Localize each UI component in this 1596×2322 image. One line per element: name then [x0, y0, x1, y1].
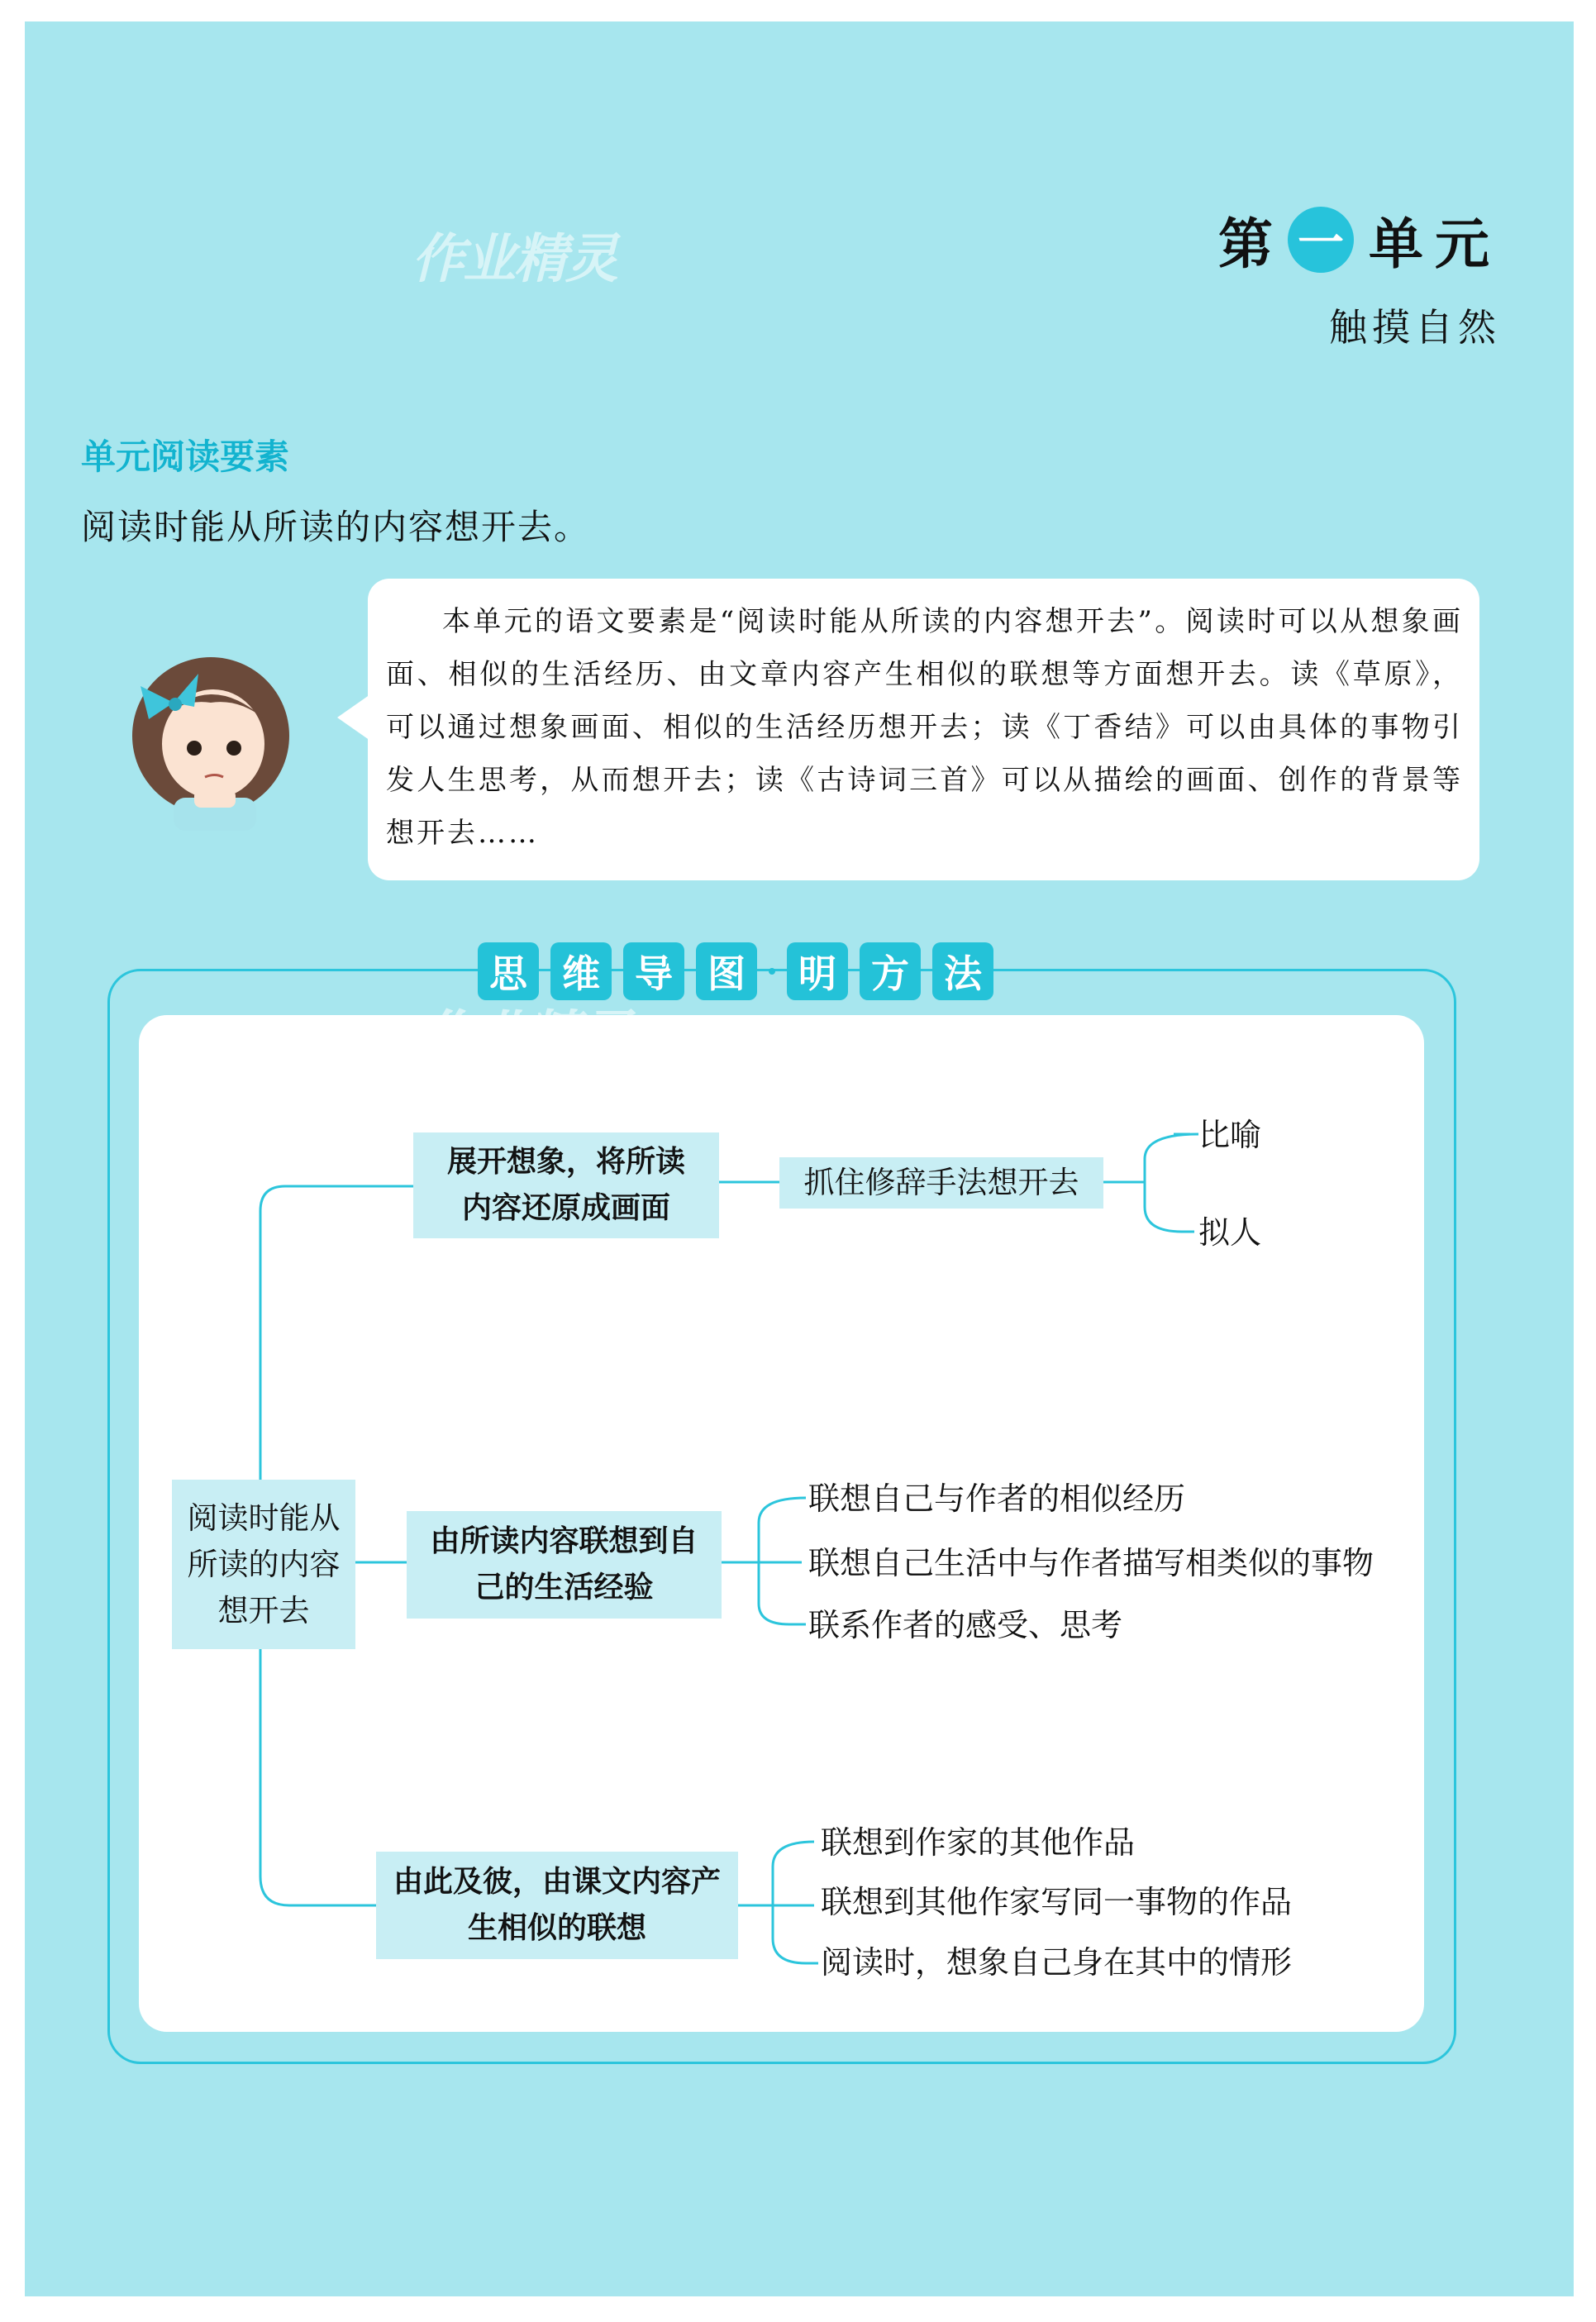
mindmap-header-char: 法	[932, 942, 993, 1000]
unit-prefix: 第	[1218, 212, 1273, 276]
mindmap-branch-node: 由所读内容联想到自己的生活经验	[407, 1511, 722, 1619]
mindmap-leaf: 拟人	[1198, 1214, 1262, 1251]
mindmap-header-char: 维	[550, 942, 612, 1000]
unit-suffix: 单元	[1369, 212, 1501, 276]
mindmap-leaf: 联想自己生活中与作者描写相类似的事物	[808, 1545, 1374, 1581]
mindmap-leaf: 联想到作家的其他作品	[821, 1824, 1136, 1861]
mindmap-leaf: 联系作者的感受、思考	[808, 1607, 1123, 1643]
mindmap-header-char: 明	[787, 942, 848, 1000]
watermark: 作业精灵	[412, 229, 617, 290]
mindmap-sub-node: 抓住修辞手法想开去	[779, 1157, 1103, 1209]
mindmap-leaf: 阅读时，想象自己身在其中的情形	[821, 1944, 1293, 1981]
mindmap-header-char: 导	[623, 942, 684, 1000]
mindmap-branch-node: 展开想象，将所读内容还原成画面	[413, 1132, 719, 1238]
mindmap-leaf: 比喻	[1198, 1117, 1262, 1153]
mindmap-header-char: 思	[478, 942, 539, 1000]
unit-subtitle: 触摸自然	[1329, 305, 1501, 350]
mindmap-root-node: 阅读时能从所读的内容想开去	[172, 1480, 355, 1649]
reading-focus-title: 单元阅读要素	[81, 436, 290, 477]
mindmap-header-char: 图	[696, 942, 757, 1000]
mindmap-leaf: 联想自己与作者的相似经历	[808, 1480, 1186, 1517]
reading-focus-text: 阅读时能从所读的内容想开去。	[81, 507, 591, 547]
mindmap-header-char: 方	[860, 942, 921, 1000]
speech-bubble: 本单元的语文要素是“阅读时能从所读的内容想开去”。阅读时可以从想象画面、相似的生活经历、由文章内容产生相似的联想等方面想开去。读《草原》，可以通过想象画面、相似的生活经历想开去；读《丁香结》可以由具体的事物引发人生思考，从而想开去；读《古诗词三首》可以从描绘的画面、创作的背景等想开去……	[368, 579, 1479, 880]
mindmap-leaf: 联想到其他作家写同一事物的作品	[821, 1884, 1293, 1920]
mindmap-branch-node: 由此及彼，由课文内容产生相似的联想	[376, 1852, 738, 1959]
unit-number-badge: 一	[1288, 207, 1354, 273]
